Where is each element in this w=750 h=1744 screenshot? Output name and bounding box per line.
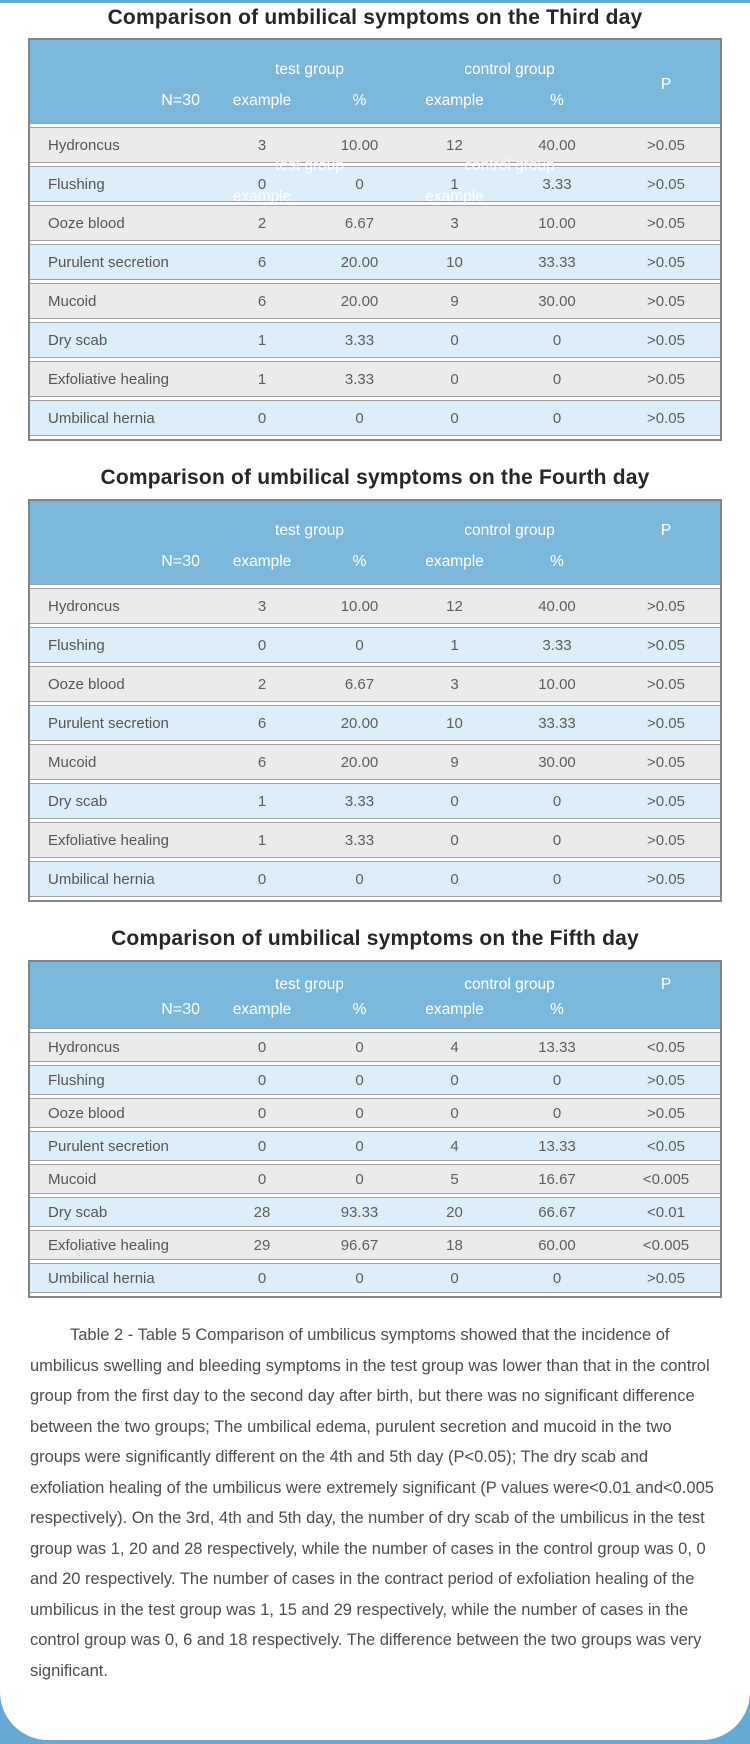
content-card: [0, 3, 750, 1740]
value-cell-test_example: 6: [257, 292, 267, 310]
column-header-control-group: control group: [464, 522, 555, 539]
value-cell-test_example: 2: [257, 675, 267, 693]
table-row: [30, 400, 720, 436]
results-summary-paragraph: Table 2 - Table 5 Comparison of umbilicus symptoms showed that the incidence of umbilicus swelling and bleeding symptoms in the test group was lower than that in the control group from the first day to the second day after birth, but there was no significant difference between the two groups; The umbilical edema, purulent secretion and mucoid in the two groups were significantly different on the 4th and 5th day (P<0.05); The dry scab and exfoliation healing of the umbilicus were extremely significant (P values were<0.01 and<0.005 respectively). On the 3rd, 4th and 5th day, the number of dry scab of the umbilicus in the test group was 1, 20 and 28 respectively, while the number of cases in the control group was 0, 0 and 20 respectively. The number of cases in the contract period of exfoliation healing of the umbilicus in the test group was 1, 15 and 29 respectively, while the number of cases in the control group was 0, 6 and 18 respectively. The difference between the two groups was very significant.: [30, 1326, 714, 1680]
value-cell-ctrl_pct: 0: [552, 870, 562, 888]
value-cell-p: >0.05: [647, 292, 685, 310]
table-row: [30, 361, 720, 397]
value-cell-ctrl_example: 9: [450, 292, 459, 310]
value-cell-ctrl_pct: 0: [552, 331, 562, 349]
value-cell-p: >0.05: [647, 1269, 685, 1287]
value-cell-ctrl_example: 0: [450, 370, 459, 388]
value-cell-test_pct: 0: [355, 409, 364, 427]
value-cell-test_example: 1: [257, 331, 267, 349]
value-cell-ctrl_example: 12: [446, 136, 463, 154]
symptom-label: Hydroncus: [48, 597, 120, 615]
table-title-fourth-day: Comparison of umbilical symptoms on the Fourth day: [100, 466, 650, 489]
value-cell-ctrl_pct: 0: [552, 1269, 562, 1287]
table-row: [30, 627, 720, 663]
value-cell-test_example: 2: [257, 214, 267, 232]
value-cell-ctrl_pct: 3.33: [542, 175, 572, 193]
column-header-p: P: [660, 976, 672, 993]
value-cell-test_example: 3: [257, 597, 267, 615]
table-row: [30, 666, 720, 702]
value-cell-p: <0.05: [647, 1137, 685, 1155]
column-header-control-percent: %: [550, 553, 564, 570]
value-cell-test_pct: 0: [355, 1038, 364, 1056]
value-cell-test_pct: 3.33: [344, 792, 375, 810]
column-header-control-group: control group: [464, 976, 555, 993]
column-header-n: N=30: [161, 92, 200, 109]
value-cell-ctrl_example: 10: [446, 714, 463, 732]
value-cell-test_pct: 0: [355, 1071, 364, 1089]
table-row: [30, 783, 720, 819]
value-cell-test_pct: 20.00: [340, 753, 379, 771]
value-cell-test_example: 3: [257, 136, 267, 154]
value-cell-ctrl_pct: 0: [552, 831, 562, 849]
value-cell-ctrl_pct: 0: [552, 792, 562, 810]
value-cell-test_example: 6: [257, 714, 267, 732]
column-header-test-percent: %: [352, 553, 367, 570]
value-cell-test_pct: 20.00: [340, 292, 379, 310]
value-cell-test_example: 0: [257, 1071, 267, 1089]
symptom-label: Umbilical hernia: [48, 409, 155, 427]
value-cell-test_pct: 10.00: [340, 136, 379, 154]
value-cell-test_example: 0: [257, 1170, 267, 1188]
value-cell-ctrl_pct: 0: [552, 409, 562, 427]
ghost-example-label: example: [232, 188, 292, 205]
value-cell-ctrl_example: 0: [450, 1269, 459, 1287]
column-header-p: P: [660, 522, 672, 539]
value-cell-test_pct: 6.67: [344, 214, 375, 232]
table-row: [30, 744, 720, 780]
page-background: [0, 3, 750, 1744]
column-header-control-example: example: [425, 1001, 484, 1018]
column-header-control-percent: %: [550, 1001, 564, 1018]
value-cell-ctrl_example: 4: [450, 1137, 459, 1155]
value-cell-p: <0.05: [647, 1038, 685, 1056]
table-row: [30, 822, 720, 858]
value-cell-test_example: 0: [257, 1269, 267, 1287]
table-body: [30, 1029, 720, 1296]
value-cell-p: >0.05: [647, 675, 685, 693]
value-cell-ctrl_pct: 30.00: [538, 292, 576, 310]
table-row: [30, 322, 720, 358]
value-cell-p: >0.05: [647, 409, 685, 427]
value-cell-test_example: 0: [257, 409, 267, 427]
symptom-label: Mucoid: [48, 1170, 97, 1188]
column-header-test-example: example: [232, 553, 292, 570]
column-header-p: P: [660, 76, 672, 93]
symptom-label: Mucoid: [48, 292, 97, 310]
table-row: [30, 861, 720, 897]
symptom-label: Purulent secretion: [48, 1137, 169, 1155]
symptom-label: Purulent secretion: [48, 714, 169, 732]
value-cell-test_example: 1: [257, 370, 267, 388]
value-cell-ctrl_example: 18: [446, 1236, 463, 1254]
table-row: [30, 1197, 720, 1227]
value-cell-test_example: 6: [257, 253, 267, 271]
table-row: [30, 588, 720, 624]
symptom-label: Dry scab: [48, 331, 108, 349]
value-cell-test_pct: 3.33: [344, 370, 375, 388]
table-row: [30, 205, 720, 241]
value-cell-ctrl_example: 4: [450, 1038, 459, 1056]
value-cell-ctrl_pct: 40.00: [538, 136, 576, 154]
value-cell-p: >0.05: [647, 370, 685, 388]
value-cell-test_pct: 20.00: [340, 253, 379, 271]
value-cell-test_pct: 3.33: [344, 831, 375, 849]
value-cell-ctrl_example: 0: [450, 331, 459, 349]
value-cell-ctrl_example: 0: [450, 792, 459, 810]
value-cell-test_pct: 3.33: [344, 331, 375, 349]
column-header-control-group: control group: [464, 61, 555, 78]
value-cell-ctrl_example: 0: [450, 870, 459, 888]
symptom-label: Flushing: [48, 175, 105, 193]
value-cell-test_pct: 0: [355, 636, 364, 654]
value-cell-ctrl_pct: 0: [552, 370, 562, 388]
value-cell-ctrl_example: 0: [450, 1104, 459, 1122]
value-cell-p: >0.05: [647, 714, 685, 732]
value-cell-test_pct: 6.67: [344, 675, 375, 693]
table-row: [30, 1131, 720, 1161]
value-cell-p: <0.01: [647, 1203, 685, 1221]
value-cell-p: >0.05: [647, 214, 685, 232]
symptom-label: Hydroncus: [48, 136, 120, 154]
symptoms-table-fourth-day: [28, 499, 722, 902]
value-cell-p: >0.05: [647, 331, 685, 349]
table-row: [30, 1098, 720, 1128]
value-cell-ctrl_example: 1: [450, 175, 459, 193]
table-body: [30, 585, 720, 900]
symptom-label: Exfoliative healing: [48, 370, 169, 388]
value-cell-ctrl_pct: 60.00: [538, 1236, 576, 1254]
table-row: [30, 1164, 720, 1194]
table-title-fifth-day: Comparison of umbilical symptoms on the Fifth day: [111, 927, 639, 950]
value-cell-test_example: 0: [257, 1104, 267, 1122]
value-cell-ctrl_pct: 40.00: [538, 597, 576, 615]
symptoms-table-third-day: [28, 38, 722, 441]
value-cell-test_example: 28: [253, 1203, 271, 1221]
value-cell-ctrl_example: 10: [446, 253, 463, 271]
table-body: [30, 124, 720, 439]
value-cell-test_pct: 10.00: [340, 597, 379, 615]
value-cell-test_pct: 93.33: [340, 1203, 379, 1221]
value-cell-ctrl_pct: 0: [552, 1071, 562, 1089]
value-cell-p: >0.05: [647, 253, 685, 271]
value-cell-test_pct: 0: [355, 1137, 364, 1155]
column-header-test-group: test group: [275, 61, 344, 78]
symptom-label: Ooze blood: [48, 1104, 125, 1122]
value-cell-test_pct: 20.00: [340, 714, 379, 732]
value-cell-test_example: 0: [257, 175, 267, 193]
value-cell-ctrl_pct: 66.67: [538, 1203, 576, 1221]
table-header: [30, 40, 720, 124]
ghost-control-group-label: control group: [464, 157, 555, 174]
value-cell-ctrl_pct: 30.00: [538, 753, 576, 771]
value-cell-ctrl_pct: 13.33: [538, 1038, 576, 1056]
symptom-label: Purulent secretion: [48, 253, 169, 271]
symptom-label: Umbilical hernia: [48, 1269, 155, 1287]
value-cell-test_example: 0: [257, 636, 267, 654]
table-row: [30, 244, 720, 280]
table-row: [30, 166, 720, 202]
value-cell-test_pct: 96.67: [340, 1236, 379, 1254]
symptom-label: Hydroncus: [48, 1038, 120, 1056]
value-cell-test_example: 6: [257, 753, 267, 771]
table-row: [30, 1230, 720, 1260]
value-cell-test_example: 1: [257, 792, 267, 810]
value-cell-ctrl_pct: 3.33: [542, 636, 572, 654]
value-cell-p: >0.05: [647, 831, 685, 849]
symptoms-table-fifth-day: [28, 960, 722, 1298]
symptom-label: Mucoid: [48, 753, 97, 771]
value-cell-test_pct: 0: [355, 1104, 364, 1122]
value-cell-p: >0.05: [647, 1071, 685, 1089]
value-cell-ctrl_pct: 33.33: [538, 714, 576, 732]
symptom-label: Dry scab: [48, 1203, 108, 1221]
value-cell-test_example: 0: [257, 1137, 267, 1155]
value-cell-p: >0.05: [647, 597, 685, 615]
value-cell-ctrl_pct: 10.00: [538, 214, 576, 232]
value-cell-ctrl_example: 0: [450, 409, 459, 427]
table-row: [30, 1032, 720, 1062]
symptom-label: Ooze blood: [48, 214, 125, 232]
column-header-control-example: example: [425, 553, 484, 570]
column-header-test-percent: %: [352, 1001, 367, 1018]
column-header-control-percent: %: [550, 92, 564, 109]
symptom-label: Exfoliative healing: [48, 1236, 169, 1254]
value-cell-p: <0.005: [642, 1170, 690, 1188]
symptom-label: Flushing: [48, 636, 105, 654]
value-cell-ctrl_pct: 13.33: [538, 1137, 576, 1155]
value-cell-p: >0.05: [647, 792, 685, 810]
table-row: [30, 283, 720, 319]
value-cell-p: >0.05: [647, 636, 685, 654]
ghost-test-group-label: test group: [275, 157, 344, 174]
ghost-example-label: example: [425, 188, 484, 205]
value-cell-ctrl_example: 3: [450, 675, 459, 693]
column-header-test-group: test group: [275, 522, 344, 539]
symptom-label: Dry scab: [48, 792, 108, 810]
value-cell-ctrl_example: 5: [450, 1170, 459, 1188]
column-header-n: N=30: [161, 1001, 200, 1018]
value-cell-p: >0.05: [647, 136, 685, 154]
column-header-control-example: example: [425, 92, 484, 109]
value-cell-ctrl_example: 9: [450, 753, 459, 771]
symptom-label: Ooze blood: [48, 675, 125, 693]
value-cell-p: <0.005: [642, 1236, 690, 1254]
value-cell-ctrl_example: 20: [446, 1203, 463, 1221]
symptom-label: Umbilical hernia: [48, 870, 155, 888]
value-cell-ctrl_pct: 33.33: [538, 253, 576, 271]
value-cell-ctrl_pct: 0: [552, 1104, 562, 1122]
value-cell-ctrl_example: 0: [450, 1071, 459, 1089]
value-cell-test_example: 0: [257, 1038, 267, 1056]
column-header-test-percent: %: [352, 92, 367, 109]
value-cell-p: >0.05: [647, 753, 685, 771]
value-cell-ctrl_example: 3: [450, 214, 459, 232]
table-header: [30, 501, 720, 585]
value-cell-ctrl_example: 12: [446, 597, 463, 615]
value-cell-ctrl_example: 1: [450, 636, 459, 654]
column-header-test-example: example: [232, 1001, 292, 1018]
value-cell-test_example: 0: [257, 870, 267, 888]
value-cell-test_example: 1: [257, 831, 267, 849]
value-cell-ctrl_example: 0: [450, 831, 459, 849]
table-row: [30, 127, 720, 163]
table-title-third-day: Comparison of umbilical symptoms on the Third day: [107, 6, 643, 29]
value-cell-ctrl_pct: 16.67: [538, 1170, 576, 1188]
symptom-label: Exfoliative healing: [48, 831, 169, 849]
value-cell-test_example: 29: [253, 1236, 271, 1254]
value-cell-p: >0.05: [647, 1104, 685, 1122]
column-header-n: N=30: [161, 553, 200, 570]
value-cell-ctrl_pct: 10.00: [538, 675, 576, 693]
value-cell-p: >0.05: [647, 870, 685, 888]
value-cell-p: >0.05: [647, 175, 685, 193]
value-cell-test_pct: 0: [355, 1170, 364, 1188]
table-row: [30, 1065, 720, 1095]
value-cell-test_pct: 0: [355, 870, 364, 888]
table-row: [30, 1263, 720, 1293]
column-header-test-example: example: [232, 92, 292, 109]
symptom-label: Flushing: [48, 1071, 105, 1089]
table-row: [30, 705, 720, 741]
table-header: [30, 962, 720, 1029]
value-cell-test_pct: 0: [355, 175, 364, 193]
column-header-test-group: test group: [275, 976, 344, 993]
value-cell-test_pct: 0: [355, 1269, 364, 1287]
